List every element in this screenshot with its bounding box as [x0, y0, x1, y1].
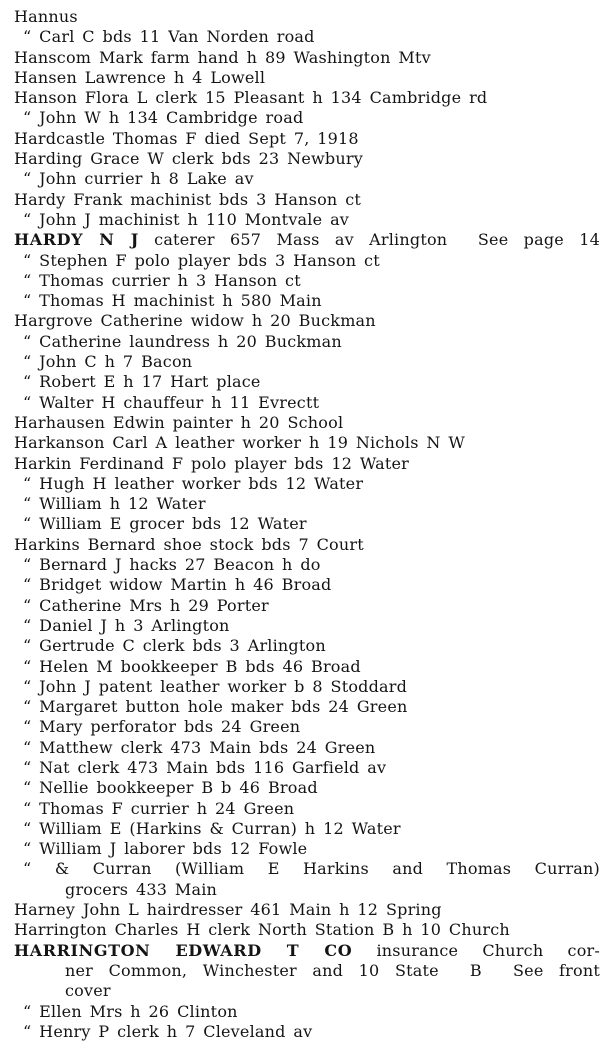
- entry-text: “ William E grocer bds 12 Water: [23, 514, 307, 534]
- directory-line: [14, 514, 600, 534]
- entry-text: “ Margaret button hole maker bds 24 Green: [23, 697, 408, 717]
- entry-text: Hardcastle Thomas F died Sept 7, 1918: [14, 128, 359, 148]
- entry-text: Hansen Lawrence h 4 Lowell: [14, 67, 266, 87]
- directory-line: [14, 535, 600, 555]
- entry-text: Hanscom Mark farm hand h 89 Washington Mtv: [14, 47, 431, 67]
- entry-text: “ Gertrude C clerk bds 3 Arlington: [23, 636, 326, 656]
- directory-line: [14, 961, 600, 981]
- entry-text: “ Robert E h 17 Hart place: [23, 372, 261, 392]
- directory-line: [14, 311, 600, 331]
- directory-line: [14, 433, 600, 453]
- directory-line: [14, 981, 600, 1001]
- entry-text: “ John W h 134 Cambridge road: [23, 108, 304, 128]
- entry-text: Hannus: [14, 7, 78, 26]
- entry-text: “ Stephen F polo player bds 3 Hanson ct: [23, 250, 380, 270]
- entry-text: insurance Church cor-: [352, 940, 600, 960]
- directory-line: [14, 596, 600, 616]
- directory-line: [14, 839, 600, 859]
- directory-line: [14, 758, 600, 778]
- entry-text: “ Catherine laundress h 20 Buckman: [23, 331, 342, 351]
- entry-text: “ William J laborer bds 12 Fowle: [23, 839, 308, 859]
- directory-line: [14, 48, 600, 68]
- entry-text: caterer 657 Mass av Arlington See page 14: [138, 230, 600, 250]
- entry-text: “ Thomas F currier h 24 Green: [23, 798, 295, 818]
- entry-text: Hargrove Catherine widow h 20 Buckman: [14, 311, 376, 331]
- directory-line: [14, 616, 600, 636]
- directory-line: [14, 738, 600, 758]
- directory-line: [14, 129, 600, 149]
- directory-line: [14, 88, 600, 108]
- directory-line: [14, 27, 600, 47]
- entry-text: “ & Curran (William E Harkins and Thomas Curran): [23, 859, 600, 879]
- directory-line: [14, 697, 600, 717]
- directory-line: [14, 1002, 600, 1022]
- entry-text: “ Thomas currier h 3 Hanson ct: [23, 270, 301, 290]
- directory-line: [14, 352, 600, 372]
- entry-text: “ Matthew clerk 473 Main bds 24 Green: [23, 737, 376, 757]
- directory-line: [14, 941, 600, 961]
- entry-text: “ Daniel J h 3 Arlington: [23, 615, 230, 635]
- directory-line: [14, 819, 600, 839]
- entry-text: “ William E (Harkins & Curran) h 12 Water: [23, 818, 401, 838]
- directory-line: [14, 68, 600, 88]
- directory-line: [14, 169, 600, 189]
- entry-text: “ Nellie bookkeeper B b 46 Broad: [23, 778, 318, 798]
- entry-text: Harrington Charles H clerk North Station B h 10 Church: [14, 920, 510, 940]
- entry-text: “ Thomas H machinist h 580 Main: [23, 291, 322, 311]
- entry-text: “ Hugh H leather worker bds 12 Water: [23, 473, 364, 493]
- entry-text: “ Helen M bookkeeper B bds 46 Broad: [23, 656, 361, 676]
- entry-text: “ John J patent leather worker b 8 Stoddard: [23, 676, 408, 696]
- directory-line: [14, 332, 600, 352]
- directory-line: [14, 251, 600, 271]
- entry-text: “ Bernard J hacks 27 Beacon h do: [23, 555, 321, 575]
- directory-list: [14, 7, 600, 1042]
- entry-text: Hanson Flora L clerk 15 Pleasant h 134 Cambridge rd: [14, 88, 488, 108]
- entry-text: “ John currier h 8 Lake av: [23, 169, 254, 189]
- entry-text: “ Bridget widow Martin h 46 Broad: [23, 575, 332, 595]
- entry-text: Harhausen Edwin painter h 20 School: [14, 412, 344, 432]
- directory-line: [14, 393, 600, 413]
- entry-text: ner Common, Winchester and 10 State B See front: [65, 960, 600, 980]
- directory-line: [14, 677, 600, 697]
- directory-line: [14, 190, 600, 210]
- directory-line: [14, 799, 600, 819]
- directory-line: [14, 454, 600, 474]
- directory-line: [14, 778, 600, 798]
- directory-line: [14, 657, 600, 677]
- entry-text: “ Nat clerk 473 Main bds 116 Garfield av: [23, 757, 387, 777]
- entry-text: “ Catherine Mrs h 29 Porter: [23, 595, 269, 615]
- directory-line: [14, 900, 600, 920]
- directory-line: [14, 859, 600, 879]
- directory-line: [14, 7, 600, 27]
- directory-line: [14, 920, 600, 940]
- directory-line: [14, 1022, 600, 1042]
- entry-name-bold: HARRINGTON EDWARD T CO: [14, 940, 353, 960]
- directory-line: [14, 271, 600, 291]
- entry-text: “ John J machinist h 110 Montvale av: [23, 209, 350, 229]
- entry-text: “ William h 12 Water: [23, 494, 206, 514]
- directory-line: [14, 575, 600, 595]
- entry-text: “ Ellen Mrs h 26 Clinton: [23, 1001, 238, 1021]
- entry-text: Harkin Ferdinand F polo player bds 12 Water: [14, 453, 410, 473]
- entry-text: Harkanson Carl A leather worker h 19 Nichols N W: [14, 433, 466, 453]
- directory-line: [14, 413, 600, 433]
- directory-line: [14, 636, 600, 656]
- entry-text: Harkins Bernard shoe stock bds 7 Court: [14, 534, 364, 554]
- entry-text: “ John C h 7 Bacon: [23, 352, 193, 372]
- directory-line: [14, 230, 600, 250]
- directory-line: [14, 474, 600, 494]
- directory-line: [14, 717, 600, 737]
- entry-text: “ Mary perforator bds 24 Green: [23, 717, 301, 737]
- directory-line: [14, 555, 600, 575]
- entry-text: Hardy Frank machinist bds 3 Hanson ct: [14, 189, 361, 209]
- directory-line: [14, 494, 600, 514]
- directory-line: [14, 108, 600, 128]
- entry-text: Harding Grace W clerk bds 23 Newbury: [14, 149, 363, 169]
- directory-line: [14, 880, 600, 900]
- directory-line: [14, 149, 600, 169]
- directory-line: [14, 291, 600, 311]
- entry-name-bold: HARDY N J: [14, 230, 139, 250]
- directory-line: [14, 372, 600, 392]
- entry-text: “ Carl C bds 11 Van Norden road: [23, 27, 315, 47]
- entry-text: “ Henry P clerk h 7 Cleveland av: [23, 1021, 313, 1041]
- entry-text: “ Walter H chauffeur h 11 Evrectt: [23, 392, 320, 412]
- directory-line: [14, 210, 600, 230]
- entry-text: cover: [65, 981, 111, 1001]
- entry-text: Harney John L hairdresser 461 Main h 12 Spring: [14, 900, 442, 920]
- entry-text: grocers 433 Main: [65, 879, 218, 899]
